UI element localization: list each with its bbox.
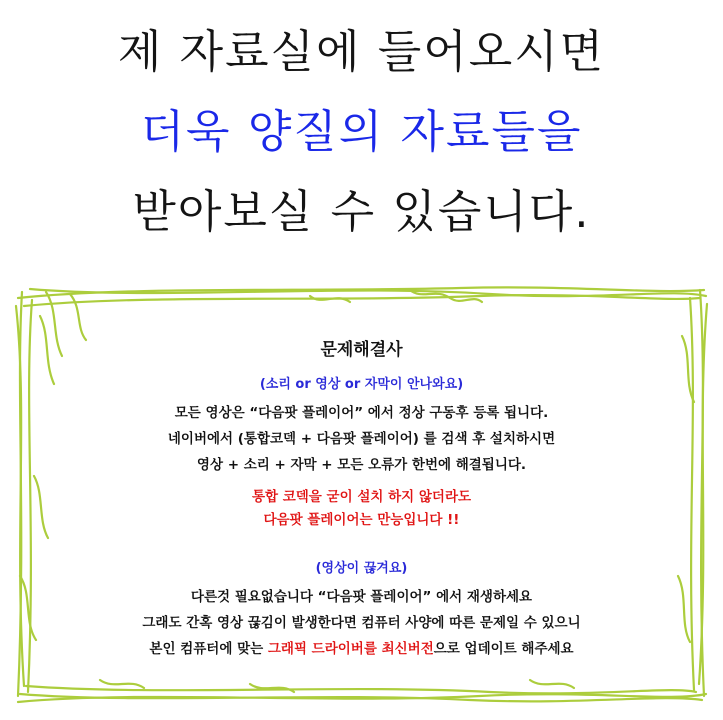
final-line-part1: 본인 컴퓨터에 맞는: [149, 641, 268, 657]
section1-question: (소리 or 영상 or 자막이 안나와요): [259, 377, 464, 392]
headline-line-2: 더욱 양질의 자료들을: [140, 105, 583, 158]
headline-line-1: 제 자료실에 들어오시면: [117, 25, 606, 78]
headline-block: [0, 12, 723, 252]
section1-line-2: 네이버에서 (통합코덱 + 다음팟 플레이어) 를 검색 후 설치하시면: [167, 431, 556, 447]
section1-red-line-1: 통합 코덱을 굳이 설치 하지 않더라도: [251, 489, 472, 505]
section2-line-1: 다른것 필요없습니다 “다음팟 플레이어” 에서 재생하세요: [190, 589, 533, 605]
section1-line-1: 모든 영상은 “다음팟 플레이어” 에서 정상 구동후 등록 됩니다.: [174, 405, 549, 421]
final-line-red: 그래픽 드라이버를 최신버전: [267, 641, 434, 657]
section2-final-line: [10, 636, 713, 662]
section2-line-2: 그래도 간혹 영상 끊김이 발생한다면 컴퓨터 사양에 따른 문제일 수 있으니: [142, 615, 581, 631]
section1-red-line-2: 다음팟 플레이어는 만능입니다 !!: [263, 512, 460, 528]
section2-question: (영상이 끊겨요): [315, 561, 408, 576]
section1-line-3: 영상 + 소리 + 자막 + 모든 오류가 한번에 해결됩니다.: [196, 457, 527, 473]
headline-line-3: 받아보실 수 있습니다.: [132, 185, 591, 238]
troubleshooting-panel: [10, 276, 713, 710]
panel-title: 문제해결사: [320, 340, 403, 360]
final-line-part2: 으로 업데이트 해주세요: [433, 641, 574, 657]
